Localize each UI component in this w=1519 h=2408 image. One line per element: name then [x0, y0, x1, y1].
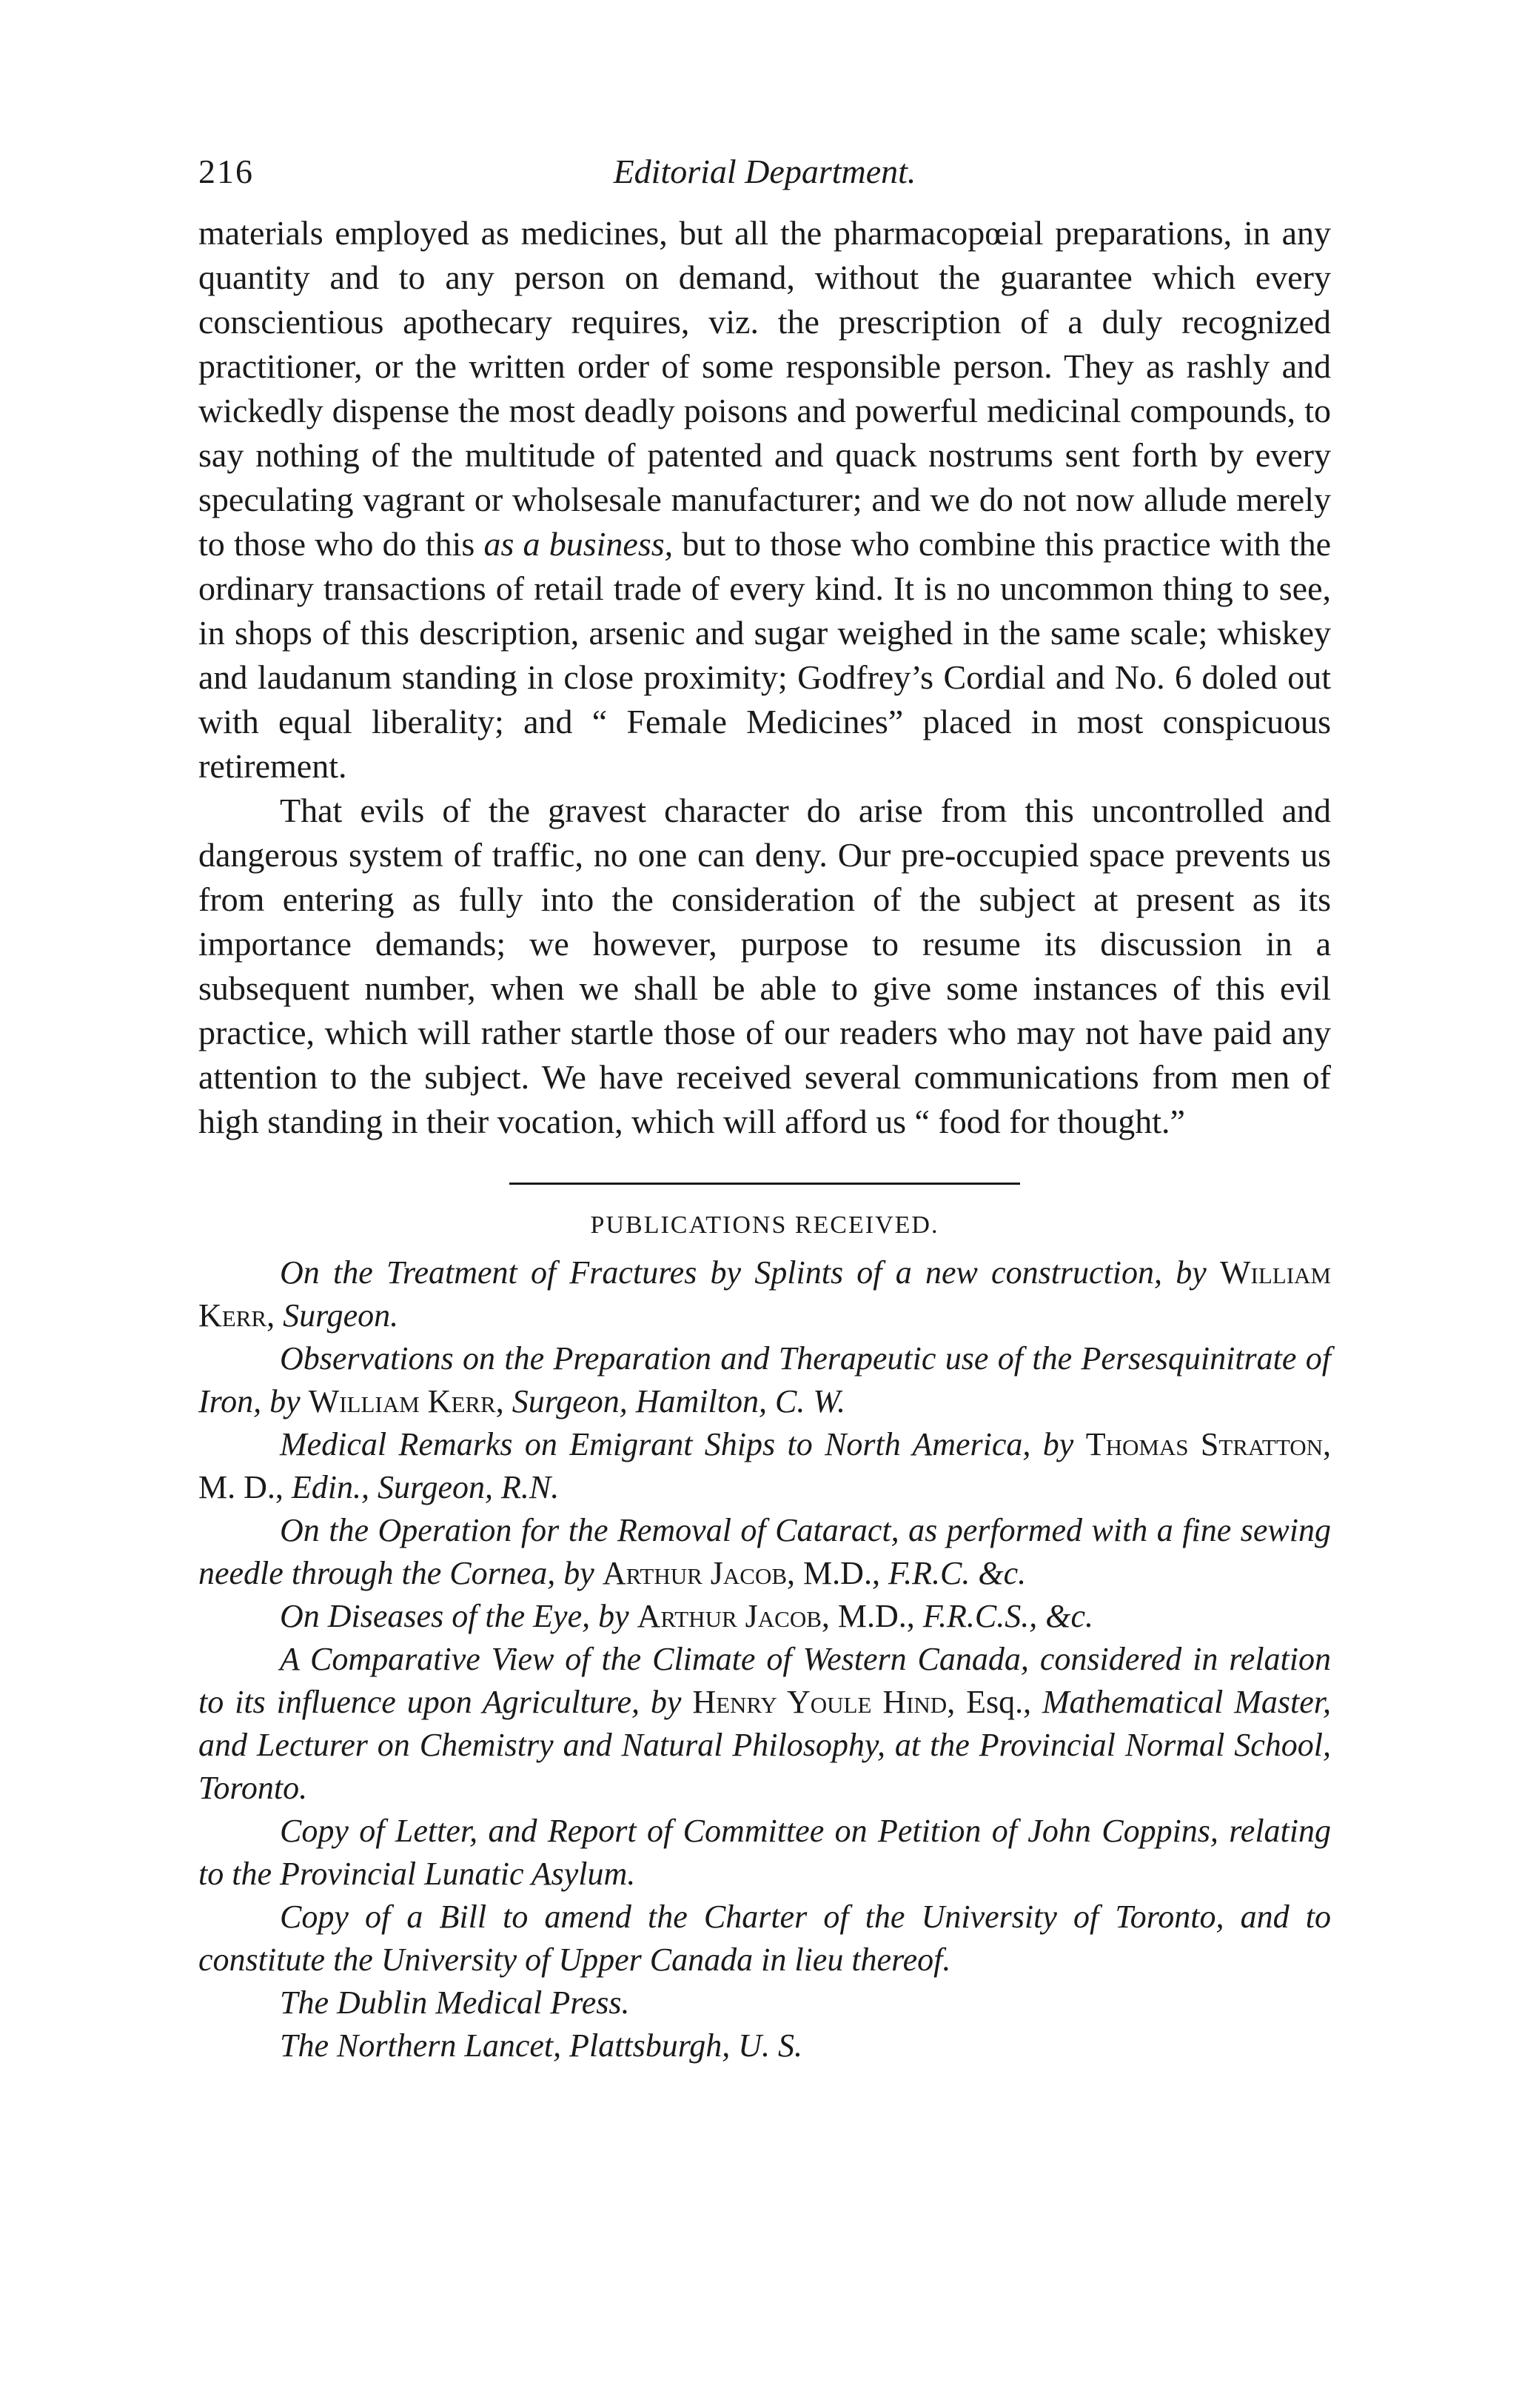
publication-author: William Kerr,	[308, 1383, 504, 1419]
publication-title: The Northern Lancet, Plattsburgh, U. S.	[280, 2027, 803, 2064]
running-head: Editorial Department.	[613, 153, 916, 190]
paragraph-text: That evils of the gravest character do arise from this uncontrolled and dangerous system of traffic, no one can deny. Our pre-occupied space prevents us from entering as fully into the consideration of the subject at present as its importance demands; we however, purpose to resume its discussion in a subsequent number, when we shall be able to give some instances of this evil practice, which will rather startle those of our readers who may not have paid any attention to the subject. We have received several communications from men of high standing in their vocation, which will afford us “ food for thought.”	[198, 792, 1331, 1140]
publication-detail: F.R.C.S., &c.	[922, 1598, 1093, 1634]
publication-entry	[198, 1337, 1331, 1423]
publication-detail: F.R.C. &c.	[888, 1555, 1027, 1591]
publication-entry	[198, 1638, 1331, 1810]
publication-title: On the Treatment of Fractures by Splints of a new construction, by	[280, 1254, 1207, 1291]
publication-author: Arthur Jacob,	[637, 1598, 830, 1634]
publication-title: The Dublin Medical Press.	[280, 1984, 630, 2021]
publication-degree: M.D.,	[837, 1598, 915, 1634]
publications-heading: PUBLICATIONS RECEIVED.	[590, 1211, 939, 1239]
paragraph	[198, 789, 1331, 1144]
publication-entry	[198, 2024, 1331, 2067]
publication-entry	[198, 1509, 1331, 1595]
page-body	[198, 211, 1331, 2067]
publication-author: Henry Youle Hind,	[692, 1684, 956, 1720]
section-divider	[509, 1183, 1020, 1185]
publication-degree: Esq.,	[966, 1684, 1032, 1720]
publication-detail: Mathematical Master, and Lecturer on Chemistry and Natural Philosophy, at the Provincial Normal School, Toronto.	[198, 1684, 1332, 1806]
publication-detail: Surgeon, Hamilton, C. W.	[512, 1383, 845, 1419]
publication-entry	[198, 1810, 1331, 1896]
publications-list	[198, 1251, 1331, 2067]
publication-degree: M.D.,	[803, 1555, 880, 1591]
publication-entry	[198, 1896, 1331, 1981]
paragraph-continuation	[198, 211, 1331, 789]
publication-author: William Kerr,	[198, 1254, 1331, 1334]
publication-title: Copy of Letter, and Report of Committee on Petition of John Coppins, relating to the Provincial Lunatic Asylum.	[198, 1813, 1331, 1892]
publication-entry	[198, 1595, 1331, 1638]
publication-entry	[198, 1251, 1331, 1337]
publication-title: Medical Remarks on Emigrant Ships to North America, by	[280, 1426, 1074, 1462]
publication-entry	[198, 1423, 1331, 1509]
publication-title: Copy of a Bill to amend the Charter of the University of Toronto, and to constitute the University of Upper Canada in lieu thereof.	[198, 1899, 1331, 1978]
page-header	[198, 152, 1331, 204]
publication-author: Arthur Jacob,	[602, 1555, 796, 1591]
publication-title: On Diseases of the Eye, by	[280, 1598, 629, 1634]
publication-title: On the Operation for the Removal of Cataract, as performed with a fine sewing needle through the Cornea, by	[198, 1512, 1331, 1591]
publication-title: A Comparative View of the Climate of Western Canada, considered in relation to its influence upon Agriculture, by	[198, 1641, 1331, 1720]
paragraph-text: but to those who combine this practice with the ordinary transactions of retail trade of every kind. It is no uncommon thing to see, in shops of this description, arsenic and sugar weighed in the same scale; whiskey and laudanum standing in close proximity; Godfrey’s Cordial and No. 6 doled out with equal liberality; and “ Female Medicines” placed in most conspicuous retirement.	[198, 525, 1332, 785]
publication-detail: Surgeon.	[283, 1297, 399, 1334]
publication-author: Thomas Stratton,	[1085, 1426, 1332, 1462]
page-number: 216	[198, 153, 254, 190]
publication-degree: M. D.,	[198, 1469, 284, 1505]
paragraph-text: materials employed as medicines, but all the pharmacopœial preparations, in any quantity and to any person on demand, without the guarantee which every conscientious apothecary requires, viz. the prescription of a duly recognized practitioner, or the written order of some responsible person. They as rashly and wickedly dispense the most deadly poisons and powerful medicinal compounds, to say nothing of the multitude of patented and quack nostrums sent forth by every speculating vagrant or wholsesale manufacturer; and we do not now allude merely to those who do this	[198, 214, 1331, 563]
publication-entry	[198, 1981, 1331, 2024]
publication-detail: Edin., Surgeon, R.N.	[291, 1469, 560, 1505]
publication-title: Observations on the Preparation and Therapeutic use of the Persesquinitrate of Iron, by	[198, 1340, 1331, 1419]
paragraph-emphasis: as a business,	[483, 525, 674, 563]
